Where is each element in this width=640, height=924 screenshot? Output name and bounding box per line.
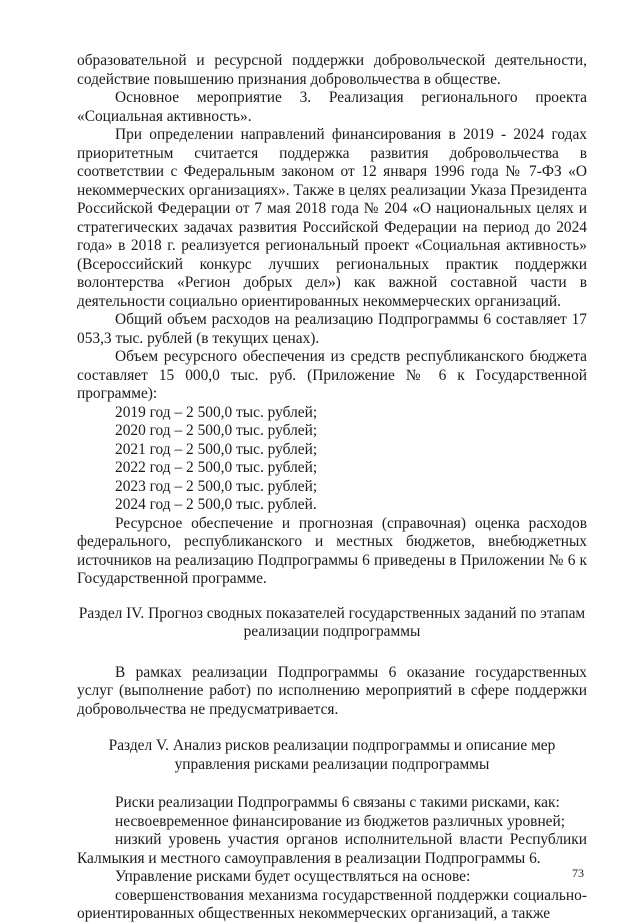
paragraph-risks-intro: Риски реализации Подпрограммы 6 связаны с такими рисками, как: [115, 794, 560, 811]
page-number: 73 [572, 866, 584, 880]
budget-years-list [77, 404, 587, 515]
paragraph-republican-budget: Объем ресурсного обеспечения из средств республиканского бюджета составляет 15 000,0 тыс. руб. (Приложение № 6 к Государственной программе): [77, 348, 587, 402]
paragraph-volunteer-support: образовательной и ресурсной поддержки добровольческой деятельности, содействие повышению признания добровольчества в обществе. [77, 52, 587, 88]
budget-year-item: 2023 год – 2 500,0 тыс. рублей; [115, 477, 318, 495]
paragraph-resource-provision: Ресурсное обеспечение и прогнозная (справочная) оценка расходов федерального, республиканского и местных бюджетов, внебюджетных источников на реализацию Подпрограммы 6 приведены в Приложении № 6 к Государственной программе. [77, 514, 587, 587]
page-content [77, 52, 587, 924]
paragraph-state-services: В рамках реализации Подпрограммы 6 оказание государственных услуг (выполнение работ) по исполнению мероприятий в сфере поддержки добровольчества не предусматривается. [77, 663, 587, 718]
budget-year-item: 2021 год – 2 500,0 тыс. рублей; [115, 440, 318, 458]
budget-year-item: 2019 год – 2 500,0 тыс. рублей; [115, 403, 318, 421]
paragraph-risk-financing: несвоевременное финансирование из бюджетов различных уровней; [115, 812, 566, 830]
paragraph-main-activity-3: Основное мероприятие 3. Реализация регионального проекта [115, 89, 587, 106]
paragraph-total-expenses: Общий объем расходов на реализацию Подпрограммы 6 составляет 17 053,3 тыс. рублей (в текущих ценах). [77, 311, 587, 347]
section-4-heading: Раздел IV. Прогноз сводных показателей государственных заданий по этапам реализации подпрограммы [78, 604, 586, 640]
paragraph-mechanism-improvement: совершенствования механизма государственной поддержки социально-ориентированных общественных некоммерческих организаций, а также [77, 886, 587, 922]
paragraph-project-name: «Социальная активность». [77, 107, 252, 125]
paragraph-risk-management: Управление рисками будет осуществляться на основе: [115, 868, 471, 885]
paragraph-financing-directions: При определении направлений финансирования в 2019 - 2024 годах приоритетным считается поддержка развития добровольчества в соответствии с Федеральным законом от 12 января 1996 года № 7-ФЗ «О некоммерческих организациях». Также в целях реализации Указа Президента Российской Федерации от 7 мая 2018 года № 204 «О национальных целях и стратегических задачах развития Российской Федерации на период до 2024 года» в 2018 г. реализуется региональный проект «Социальная активность» (Всероссийский конкурс лучших региональных практик поддержки волонтерства «Регион добрых дел») как важной составной части в деятельности социально ориентированных некоммерческих организаций. [77, 126, 587, 310]
paragraph-risk-participation: низкий уровень участия органов исполнительной власти Республики Калмыкия и местного самоуправления в реализации Подпрограммы 6. [77, 831, 587, 867]
budget-year-item: 2024 год – 2 500,0 тыс. рублей. [115, 496, 317, 513]
section-5-heading: Раздел V. Анализ рисков реализации подпрограммы и описание мер управления рисками реализации подпрограммы [108, 737, 556, 773]
budget-year-item: 2022 год – 2 500,0 тыс. рублей; [115, 459, 318, 476]
budget-year-item: 2020 год – 2 500,0 тыс. рублей; [115, 422, 318, 439]
